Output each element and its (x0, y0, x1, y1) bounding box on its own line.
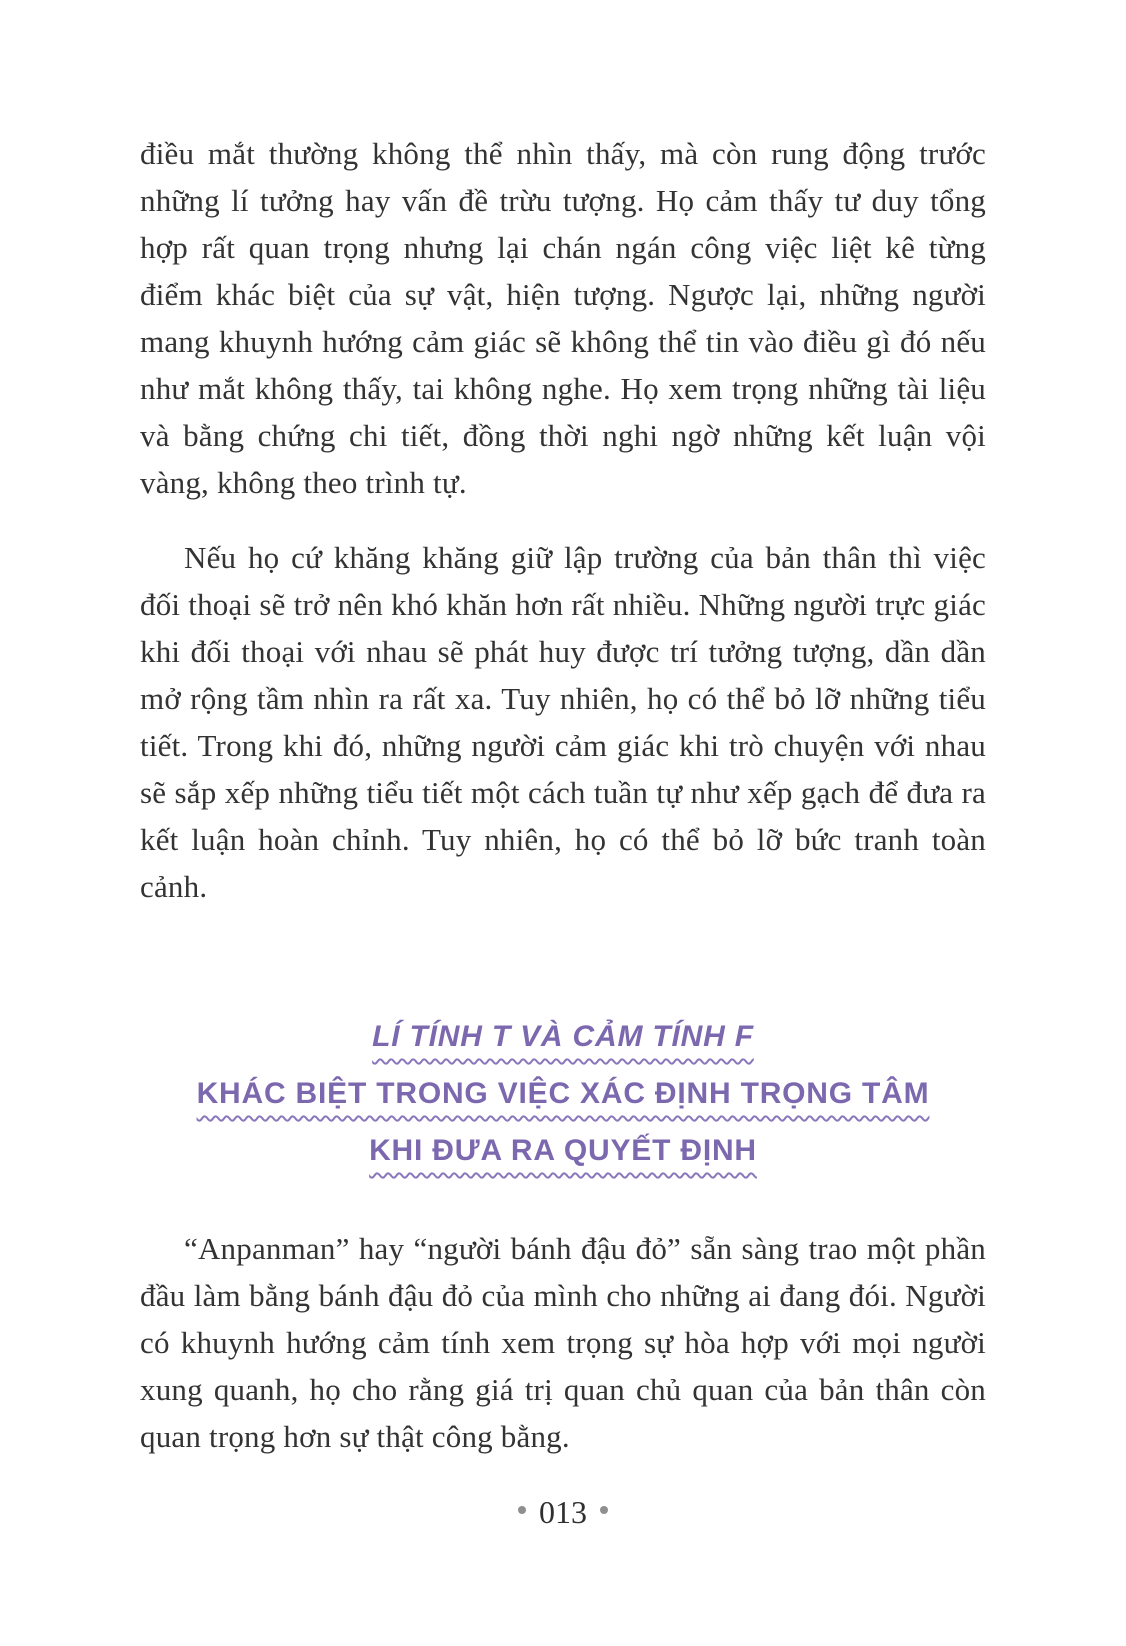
text-column (140, 130, 986, 1488)
page-number-dot-icon (518, 1506, 526, 1514)
page-number-dot-icon (600, 1506, 608, 1514)
body-paragraph: “Anpanman” hay “người bánh đậu đỏ” sẵn sàng trao một phần đầu làm bằng bánh đậu đỏ của mình cho những ai đang đói. Người có khuynh hướng cảm tính xem trọng sự hòa hợp với mọi người xung quanh, họ cho rằng giá trị quan chủ quan của bản thân còn quan trọng hơn sự thật công bằng. (140, 1231, 986, 1454)
section-heading-line (140, 1065, 986, 1122)
body-paragraph: điều mắt thường không thể nhìn thấy, mà còn rung động trước những lí tưởng hay vấn đề trừu tượng. Họ cảm thấy tư duy tổng hợp rất quan trọng nhưng lại chán ngán công việc liệt kê từng điểm khác biệt của sự vật, hiện tượng. Ngược lại, những người mang khuynh hướng cảm giác sẽ không thể tin vào điều gì đó nếu như mắt không thấy, tai không nghe. Họ xem trọng những tài liệu và bằng chứng chi tiết, đồng thời nghi ngờ những kết luận vội vàng, không theo trình tự. (140, 136, 986, 500)
page-footer (0, 1494, 1126, 1530)
section-heading-line (140, 1008, 986, 1065)
section-heading-text: LÍ TÍNH T VÀ CẢM TÍNH F (372, 1020, 754, 1053)
section-heading-text: KHÁC BIỆT TRONG VIỆC XÁC ĐỊNH TRỌNG TÂM (196, 1077, 930, 1110)
section-heading-line (140, 1122, 986, 1179)
page-number: 013 (539, 1494, 587, 1530)
section-heading-text: KHI ĐƯA RA QUYẾT ĐỊNH (369, 1134, 757, 1167)
section-heading (140, 1008, 986, 1179)
body-paragraph: Nếu họ cứ khăng khăng giữ lập trường của bản thân thì việc đối thoại sẽ trở nên khó khăn hơn rất nhiều. Những người trực giác khi đối thoại với nhau sẽ phát huy được trí tưởng tượng, dần dần mở rộng tầm nhìn ra rất xa. Tuy nhiên, họ có thể bỏ lỡ những tiểu tiết. Trong khi đó, những người cảm giác khi trò chuyện với nhau sẽ sắp xếp những tiểu tiết một cách tuần tự như xếp gạch để đưa ra kết luận hoàn chỉnh. Tuy nhiên, họ có thể bỏ lỡ bức tranh toàn cảnh. (140, 540, 986, 904)
